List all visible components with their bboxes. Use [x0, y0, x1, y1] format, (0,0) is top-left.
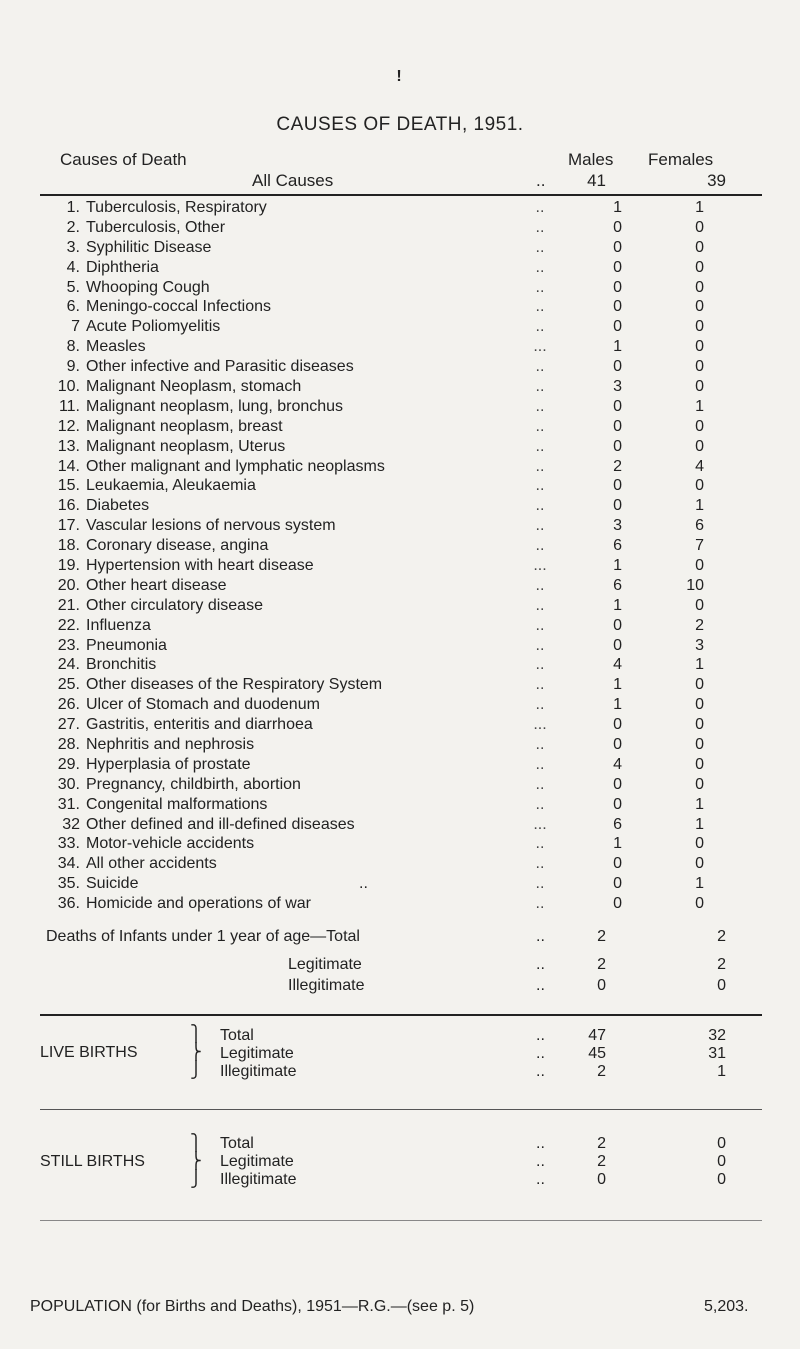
- cause-dots: ..: [535, 895, 545, 913]
- all-causes-label: All Causes: [252, 171, 334, 190]
- cause-males: 0: [613, 735, 622, 753]
- cause-row: [44, 317, 704, 337]
- cause-females: 0: [695, 895, 704, 913]
- cause-row: [44, 496, 704, 516]
- cause-name: Tuberculosis, Respiratory: [86, 198, 267, 216]
- cause-name: Motor-vehicle accidents: [86, 835, 255, 853]
- infant-illegitimate-dots: ..: [536, 977, 545, 994]
- infant-illegitimate-males: 0: [597, 977, 606, 994]
- cause-males: 1: [613, 338, 622, 356]
- cause-number: 1.: [66, 198, 80, 216]
- cause-name: Meningo-coccal Infections: [86, 298, 271, 316]
- cause-dots: ..: [535, 198, 545, 216]
- still-births-row-label: Legitimate: [220, 1153, 294, 1170]
- cause-males: 1: [613, 198, 622, 216]
- cause-name: Malignant neoplasm, Uterus: [86, 437, 286, 455]
- cause-males: 0: [613, 278, 622, 296]
- cause-number: 34.: [57, 855, 80, 873]
- live-births-row-males: 2: [597, 1063, 606, 1080]
- cause-number: 24.: [57, 656, 80, 674]
- cause-name: Whooping Cough: [86, 278, 210, 296]
- cause-name: Nephritis and nephrosis: [86, 735, 255, 753]
- cause-males: 1: [613, 676, 622, 694]
- all-causes-males: 41: [587, 171, 606, 190]
- cause-row: [44, 735, 704, 755]
- cause-name: Other infective and Parasitic diseases: [86, 358, 354, 376]
- cause-number: 9.: [66, 358, 80, 376]
- cause-dots: ..: [535, 238, 545, 256]
- cause-males: 0: [613, 636, 622, 654]
- cause-males: 0: [613, 775, 622, 793]
- cause-number: 23.: [57, 636, 80, 654]
- cause-row: [44, 636, 704, 656]
- cause-number: 28.: [57, 735, 80, 753]
- cause-name: Malignant Neoplasm, stomach: [86, 377, 302, 395]
- cause-females: 0: [695, 437, 704, 455]
- cause-dots: ..: [535, 477, 545, 495]
- cause-dots: ..: [535, 298, 545, 316]
- cause-row: [44, 616, 704, 636]
- live-births-row-females: 1: [717, 1063, 726, 1080]
- live-births-row-label: Legitimate: [220, 1045, 294, 1062]
- infant-deaths-dots: ..: [536, 928, 545, 945]
- cause-females: 0: [695, 318, 704, 336]
- cause-females: 1: [695, 497, 704, 515]
- cause-number: 8.: [66, 338, 80, 356]
- cause-number: 11.: [58, 397, 80, 415]
- cause-name: Diabetes: [86, 497, 150, 515]
- cause-number: 10.: [57, 377, 80, 395]
- cause-row: [44, 775, 704, 795]
- page-mark: !: [396, 68, 402, 85]
- cause-row: [44, 337, 704, 357]
- cause-row: [44, 397, 704, 417]
- population-label: POPULATION (for Births and Deaths), 1951—R.G.—(see p. 5): [30, 1298, 475, 1315]
- cause-females: 1: [695, 815, 704, 833]
- cause-dots: ...: [533, 815, 547, 833]
- cause-males: 6: [613, 537, 622, 555]
- cause-name: Bronchitis: [86, 656, 157, 674]
- cause-males: 3: [613, 517, 622, 535]
- cause-females: 1: [695, 875, 704, 893]
- cause-dots: ..: [535, 616, 545, 634]
- cause-number: 25.: [57, 676, 80, 694]
- still-births-row-females: 0: [717, 1171, 726, 1188]
- cause-row: [44, 874, 704, 894]
- cause-row: [44, 715, 704, 735]
- cause-number: 36.: [57, 895, 80, 913]
- all-causes-females: 39: [707, 171, 726, 190]
- cause-dots: ..: [535, 596, 545, 614]
- cause-name: Tuberculosis, Other: [86, 218, 226, 236]
- cause-males: 4: [613, 755, 622, 773]
- cause-name: Ulcer of Stomach and duodenum: [86, 696, 320, 714]
- cause-number: 18.: [57, 537, 80, 555]
- cause-row: [44, 437, 704, 457]
- cause-name: Other heart disease: [86, 576, 227, 594]
- still-births-row-label: Total: [220, 1135, 254, 1152]
- cause-males: 0: [613, 318, 622, 336]
- live-births-row-males: 45: [588, 1045, 606, 1062]
- cause-name: Coronary disease, angina: [86, 537, 269, 555]
- cause-dots: ..: [535, 636, 545, 654]
- cause-name: Gastritis, enteritis and diarrhoea: [86, 716, 313, 734]
- cause-dots: ..: [535, 775, 545, 793]
- still-births-row-dots: ..: [536, 1171, 545, 1188]
- cause-number: 31.: [57, 795, 80, 813]
- cause-number: 21.: [57, 596, 80, 614]
- cause-number: 2.: [66, 218, 80, 236]
- cause-row: [44, 835, 704, 855]
- cause-number: 27.: [57, 716, 80, 734]
- cause-number: 19.: [57, 556, 80, 574]
- still-births-row-males: 2: [597, 1135, 606, 1152]
- live-births-row-females: 31: [708, 1045, 726, 1062]
- cause-name: Vascular lesions of nervous system: [86, 517, 336, 535]
- cause-number: 20.: [57, 576, 80, 594]
- cause-females: 0: [695, 855, 704, 873]
- cause-males: 0: [613, 417, 622, 435]
- live-births-row-dots: ..: [536, 1045, 545, 1062]
- males-column-header: Males: [568, 150, 614, 169]
- cause-females: 0: [695, 676, 704, 694]
- cause-dots: ..: [535, 497, 545, 515]
- cause-number: 17.: [57, 517, 80, 535]
- cause-dots: ...: [533, 338, 547, 356]
- cause-dots: ..: [535, 318, 545, 336]
- cause-females: 0: [695, 218, 704, 236]
- live-births-row-label: Total: [220, 1027, 254, 1044]
- cause-males: 0: [613, 616, 622, 634]
- infant-illegitimate-females: 0: [717, 977, 726, 994]
- infant-deaths-females: 2: [717, 928, 726, 945]
- cause-females: 0: [695, 556, 704, 574]
- cause-name: Acute Poliomyelitis: [86, 318, 221, 336]
- cause-row: [44, 258, 704, 278]
- cause-dots: ..: [535, 457, 545, 475]
- cause-row: [44, 695, 704, 715]
- cause-dots: ..: [535, 397, 545, 415]
- infant-illegitimate-label: Illegitimate: [288, 977, 365, 994]
- cause-females: 0: [695, 338, 704, 356]
- live-births-row-dots: ..: [536, 1027, 545, 1044]
- cause-dots: ..: [535, 377, 545, 395]
- page-title: CAUSES OF DEATH, 1951.: [276, 114, 524, 135]
- cause-males: 0: [613, 238, 622, 256]
- cause-number: 7: [71, 318, 80, 336]
- cause-number: 30.: [57, 775, 80, 793]
- cause-dots: ..: [535, 576, 545, 594]
- cause-name: [86, 874, 520, 894]
- cause-males: 0: [613, 298, 622, 316]
- cause-row: [44, 596, 704, 616]
- cause-row: [44, 198, 704, 218]
- cause-row: [44, 536, 704, 556]
- cause-females: 0: [695, 417, 704, 435]
- still-births-label: STILL BIRTHS: [40, 1153, 145, 1170]
- cause-males: 6: [613, 815, 622, 833]
- cause-name: All other accidents: [86, 855, 217, 873]
- cause-males: 1: [613, 835, 622, 853]
- live-births-row-dots: ..: [536, 1063, 545, 1080]
- causes-table: [44, 198, 704, 914]
- still-births-row-males: 2: [597, 1153, 606, 1170]
- cause-dots: ...: [533, 556, 547, 574]
- live-births-row-males: 47: [588, 1027, 606, 1044]
- cause-dots: ..: [535, 278, 545, 296]
- infant-legitimate-males: 2: [597, 956, 606, 973]
- cause-name: Hyperplasia of prostate: [86, 755, 251, 773]
- cause-males: 0: [613, 497, 622, 515]
- infant-legitimate-label: Legitimate: [288, 956, 362, 973]
- cause-females: 10: [686, 576, 704, 594]
- cause-row: [44, 675, 704, 695]
- infant-deaths-label: Deaths of Infants under 1 year of age—Total: [46, 928, 360, 945]
- cause-males: 0: [613, 397, 622, 415]
- cause-name: Other defined and ill-defined diseases: [86, 815, 355, 833]
- cause-name: Other diseases of the Respiratory System: [86, 676, 383, 694]
- cause-number: 5.: [66, 278, 80, 296]
- cause-dots: ..: [535, 875, 545, 893]
- cause-males: 6: [613, 576, 622, 594]
- live-births-row-females: 32: [708, 1027, 726, 1044]
- cause-males: 1: [613, 596, 622, 614]
- cause-females: 0: [695, 596, 704, 614]
- live-births-brace: ⎫ ⎬ ⎭: [190, 1026, 202, 1079]
- header-rule: [40, 194, 762, 196]
- cause-name: Leukaemia, Aleukaemia: [86, 477, 256, 495]
- cause-row: [44, 815, 704, 835]
- cause-dots: ..: [535, 218, 545, 236]
- cause-females: 0: [695, 755, 704, 773]
- cause-females: 1: [695, 795, 704, 813]
- live-births-label: LIVE BIRTHS: [40, 1044, 138, 1061]
- cause-females: 0: [695, 377, 704, 395]
- still-births-row-label: Illegitimate: [220, 1171, 297, 1188]
- cause-dots: ..: [535, 795, 545, 813]
- still-births-row-dots: ..: [536, 1135, 545, 1152]
- cause-row: [44, 278, 704, 298]
- cause-name: Diphtheria: [86, 258, 159, 276]
- cause-females: 0: [695, 238, 704, 256]
- cause-number: 12.: [57, 417, 80, 435]
- still-births-row-males: 0: [597, 1171, 606, 1188]
- cause-name: Pneumonia: [86, 636, 167, 654]
- cause-row: [44, 218, 704, 238]
- cause-females: 1: [695, 397, 704, 415]
- cause-males: 0: [613, 437, 622, 455]
- cause-row: [44, 854, 704, 874]
- cause-dots: ..: [535, 437, 545, 455]
- cause-number: 35.: [57, 875, 80, 893]
- cause-number: 22.: [57, 616, 80, 634]
- cause-number: 26.: [57, 696, 80, 714]
- cause-name: Malignant neoplasm, lung, bronchus: [86, 397, 344, 415]
- cause-dots: ..: [535, 656, 545, 674]
- cause-name: Congenital malformations: [86, 795, 268, 813]
- infant-legitimate-females: 2: [717, 956, 726, 973]
- cause-dots: ..: [535, 755, 545, 773]
- cause-name: Pregnancy, childbirth, abortion: [86, 775, 301, 793]
- cause-name: Homicide and operations of war: [86, 895, 312, 913]
- cause-females: 0: [695, 278, 704, 296]
- cause-name: Other malignant and lymphatic neoplasms: [86, 457, 385, 475]
- cause-name: Malignant neoplasm, breast: [86, 417, 283, 435]
- cause-females: 6: [695, 517, 704, 535]
- cause-females: 3: [695, 636, 704, 654]
- cause-males: 2: [613, 457, 622, 475]
- cause-males: 1: [613, 696, 622, 714]
- cause-males: 0: [613, 716, 622, 734]
- cause-dots: ..: [535, 417, 545, 435]
- cause-males: 0: [613, 258, 622, 276]
- cause-row: [44, 655, 704, 675]
- cause-row: [44, 357, 704, 377]
- still-births-row-females: 0: [717, 1153, 726, 1170]
- cause-number: 32: [62, 815, 80, 833]
- causes-column-header: Causes of Death: [60, 150, 187, 169]
- cause-name: Measles: [86, 338, 146, 356]
- live-births-rule: [40, 1109, 762, 1110]
- cause-number: 13.: [57, 437, 80, 455]
- cause-females: 0: [695, 716, 704, 734]
- infant-deaths-males: 2: [597, 928, 606, 945]
- cause-name: Influenza: [86, 616, 151, 634]
- live-births-row-label: Illegitimate: [220, 1063, 297, 1080]
- cause-dots: ..: [535, 537, 545, 555]
- cause-name: Other circulatory disease: [86, 596, 263, 614]
- cause-number: 15.: [57, 477, 80, 495]
- cause-males: 0: [613, 358, 622, 376]
- cause-males: 3: [613, 377, 622, 395]
- cause-name: Syphilitic Disease: [86, 238, 212, 256]
- cause-row: [44, 795, 704, 815]
- infants-rule: [40, 1014, 762, 1016]
- cause-row: [44, 894, 704, 914]
- cause-row: [44, 755, 704, 775]
- cause-dots: ..: [535, 696, 545, 714]
- cause-females: 0: [695, 735, 704, 753]
- cause-dots: ..: [535, 676, 545, 694]
- cause-row: [44, 297, 704, 317]
- cause-row: [44, 377, 704, 397]
- cause-row: [44, 556, 704, 576]
- cause-number: 14.: [57, 457, 80, 475]
- all-causes-dots: ..: [536, 171, 546, 190]
- cause-females: 0: [695, 298, 704, 316]
- cause-males: 1: [613, 556, 622, 574]
- cause-row: [44, 417, 704, 437]
- cause-row: [44, 238, 704, 258]
- cause-males: 0: [613, 855, 622, 873]
- cause-females: 2: [695, 616, 704, 634]
- cause-row: [44, 576, 704, 596]
- cause-dots: ...: [533, 716, 547, 734]
- cause-females: 0: [695, 775, 704, 793]
- cause-dots: ..: [535, 517, 545, 535]
- population-value: 5,203.: [704, 1298, 749, 1315]
- cause-females: 0: [695, 258, 704, 276]
- infant-legitimate-dots: ..: [536, 956, 545, 973]
- cause-females: 7: [695, 537, 704, 555]
- still-births-row-dots: ..: [536, 1153, 545, 1170]
- cause-females: 0: [695, 835, 704, 853]
- cause-dots: ..: [535, 358, 545, 376]
- cause-number: 3.: [66, 238, 80, 256]
- cause-females: 1: [695, 198, 704, 216]
- still-births-rule: [40, 1220, 762, 1221]
- cause-number: 29.: [57, 755, 80, 773]
- cause-males: 0: [613, 875, 622, 893]
- cause-name-text: Suicide: [86, 875, 139, 893]
- cause-dots: ..: [535, 735, 545, 753]
- cause-dots: ..: [535, 258, 545, 276]
- cause-females: 0: [695, 696, 704, 714]
- cause-dots: ..: [535, 835, 545, 853]
- cause-males: 0: [613, 795, 622, 813]
- cause-number: 16.: [57, 497, 80, 515]
- still-births-brace: ⎫ ⎬ ⎭: [190, 1135, 202, 1188]
- cause-name: Hypertension with heart disease: [86, 556, 314, 574]
- cause-females: 4: [695, 457, 704, 475]
- females-column-header: Females: [648, 150, 714, 169]
- still-births-row-females: 0: [717, 1135, 726, 1152]
- cause-males: 4: [613, 656, 622, 674]
- cause-males: 0: [613, 895, 622, 913]
- cause-number: 4.: [66, 258, 80, 276]
- cause-males: 0: [613, 477, 622, 495]
- cause-females: 0: [695, 477, 704, 495]
- cause-females: 1: [695, 656, 704, 674]
- cause-row: [44, 516, 704, 536]
- cause-row: [44, 476, 704, 496]
- cause-females: 0: [695, 358, 704, 376]
- cause-dots: ..: [535, 855, 545, 873]
- cause-number: 33.: [57, 835, 80, 853]
- cause-males: 0: [613, 218, 622, 236]
- cause-extra-dots: ..: [359, 875, 368, 893]
- cause-row: [44, 457, 704, 477]
- cause-number: 6.: [66, 298, 80, 316]
